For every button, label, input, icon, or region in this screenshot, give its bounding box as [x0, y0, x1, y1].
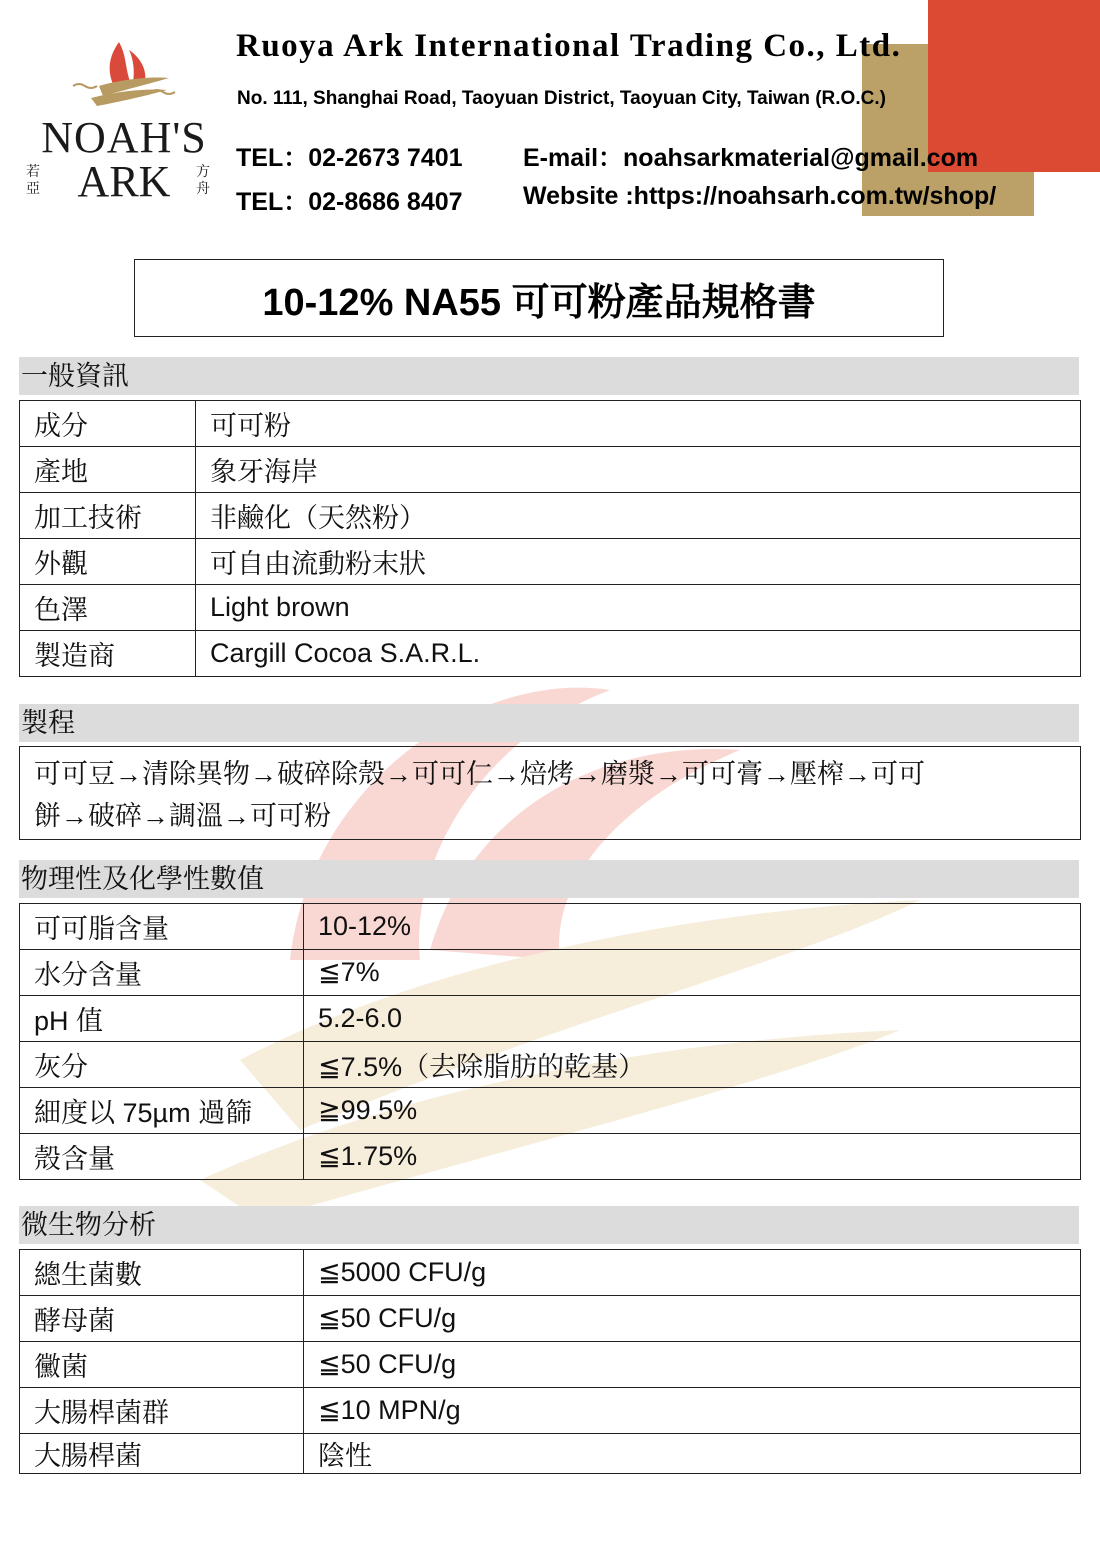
table-row [20, 585, 1081, 631]
row-value: Light brown [196, 585, 1081, 631]
row-value: 可可粉 [196, 401, 1081, 447]
page-title: 10-12% NA55 可可粉產品規格書 [134, 259, 944, 337]
company-logo [24, 36, 224, 216]
row-label: 加工技術 [20, 493, 196, 539]
row-value: 象牙海岸 [196, 447, 1081, 493]
row-value: 5.2-6.0 [304, 996, 1081, 1042]
process-line-2: 餅→破碎→調溫→可可粉 [34, 801, 331, 831]
company-address: No. 111, Shanghai Road, Taoyuan District, Taoyuan City, Taiwan (R.O.C.) [237, 88, 886, 109]
row-label: 灰分 [20, 1042, 304, 1088]
table-row [20, 1296, 1081, 1342]
row-label: 水分含量 [20, 950, 304, 996]
row-value: ≦10 MPN/g [304, 1388, 1081, 1434]
row-value: ≦7.5%（去除脂肪的乾基） [304, 1042, 1081, 1088]
row-value: ≧99.5% [304, 1088, 1081, 1134]
row-label: 黴菌 [20, 1342, 304, 1388]
table-row [20, 1342, 1081, 1388]
tel-2: TEL：02-8686 8407 [236, 188, 463, 216]
logo-cjk-left: 若亞 [26, 164, 40, 197]
table-row [20, 447, 1081, 493]
table-row [20, 996, 1081, 1042]
process-line-1: 可可豆→清除異物→破碎除殼→可可仁→焙烤→磨漿→可可膏→壓榨→可可 [34, 759, 925, 789]
table-row [20, 401, 1081, 447]
table-row [20, 1388, 1081, 1434]
row-value: ≦7% [304, 950, 1081, 996]
section-micro-heading: 微生物分析 [19, 1206, 1079, 1244]
table-row [20, 1088, 1081, 1134]
micro-table [19, 1249, 1081, 1474]
table-row [20, 950, 1081, 996]
row-label: 酵母菌 [20, 1296, 304, 1342]
website: Website :https://noahsarh.com.tw/shop/ [523, 182, 997, 210]
row-label: 殼含量 [20, 1134, 304, 1180]
process-flow [19, 746, 1081, 840]
general-info-table [19, 400, 1081, 677]
row-value: ≦5000 CFU/g [304, 1250, 1081, 1296]
tel-1: TEL：02-2673 7401 [236, 144, 463, 172]
table-row [20, 539, 1081, 585]
ship-icon [69, 36, 179, 106]
row-value: ≦50 CFU/g [304, 1342, 1081, 1388]
logo-wordmark-sub: ARK [77, 157, 171, 206]
table-row [20, 1434, 1081, 1474]
row-value: ≦50 CFU/g [304, 1296, 1081, 1342]
row-label: 色澤 [20, 585, 196, 631]
row-value: 非鹼化（天然粉） [196, 493, 1081, 539]
physchem-table [19, 903, 1081, 1180]
row-label: 大腸桿菌群 [20, 1388, 304, 1434]
row-label: 外觀 [20, 539, 196, 585]
section-process-heading: 製程 [19, 704, 1079, 742]
row-label: 可可脂含量 [20, 904, 304, 950]
row-label: pH 值 [20, 996, 304, 1042]
row-value: Cargill Cocoa S.A.R.L. [196, 631, 1081, 677]
row-label: 產地 [20, 447, 196, 493]
table-row [20, 493, 1081, 539]
email: E-mail：noahsarkmaterial@gmail.com [523, 144, 979, 172]
table-row [20, 1134, 1081, 1180]
table-row [20, 904, 1081, 950]
row-label: 細度以 75µm 過篩 [20, 1088, 304, 1134]
row-value: ≦1.75% [304, 1134, 1081, 1180]
logo-wordmark: NOAH'S [41, 113, 207, 162]
row-value: 陰性 [304, 1434, 1081, 1474]
section-general-heading: 一般資訊 [19, 357, 1079, 395]
row-label: 大腸桿菌 [20, 1434, 304, 1474]
logo-cjk-right: 方舟 [196, 164, 210, 197]
row-label: 成分 [20, 401, 196, 447]
row-value: 可自由流動粉末狀 [196, 539, 1081, 585]
section-physchem-heading: 物理性及化學性數值 [19, 860, 1079, 898]
row-value: 10-12% [304, 904, 1081, 950]
row-label: 製造商 [20, 631, 196, 677]
table-row [20, 1042, 1081, 1088]
company-name: Ruoya Ark International Trading Co., Ltd. [236, 28, 902, 64]
table-row [20, 1250, 1081, 1296]
row-label: 總生菌數 [20, 1250, 304, 1296]
table-row [20, 631, 1081, 677]
